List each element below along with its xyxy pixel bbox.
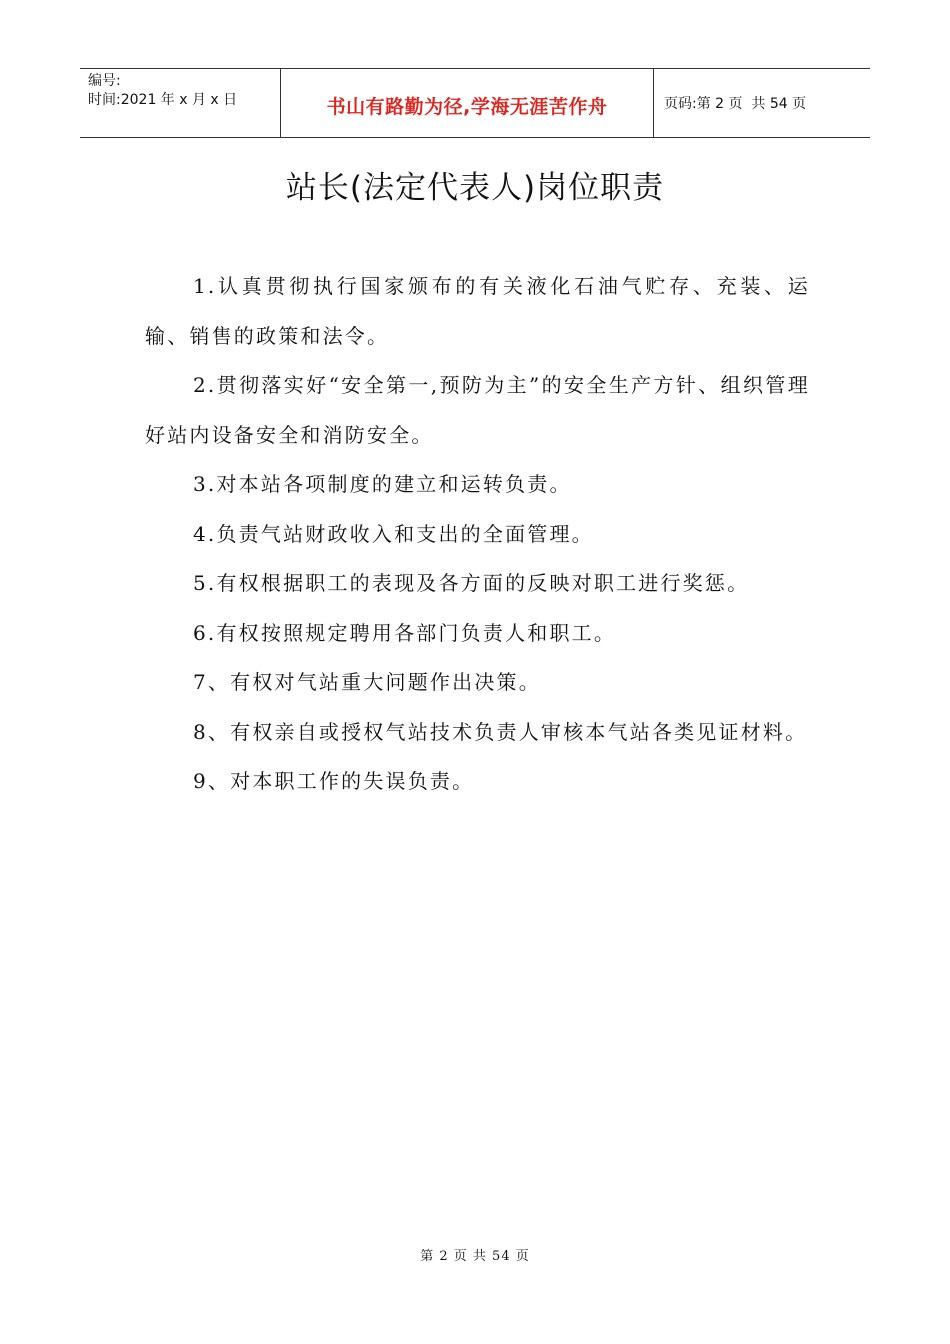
document-title: 站长(法定代表人)岗位职责 bbox=[285, 170, 665, 206]
duty-item-4: 4.负责气站财政收入和支出的全面管理。 bbox=[193, 521, 594, 546]
page-footer bbox=[0, 1245, 950, 1264]
header-page-cell bbox=[654, 69, 870, 137]
footer-page-number: 第 2 页 共 54 页 bbox=[420, 1249, 530, 1264]
duty-item-6: 6.有权按照规定聘用各部门负责人和职工。 bbox=[193, 620, 617, 645]
duty-item-1: 1.认真贯彻执行国家颁布的有关液化石油气贮存、充装、运输、销售的政策和法令。 bbox=[145, 274, 810, 348]
header-motto-cell bbox=[281, 69, 654, 137]
header-meta bbox=[80, 69, 281, 137]
duty-item-3: 3.对本站各项制度的建立和运转负责。 bbox=[193, 472, 572, 496]
duty-item-2: 2.贯彻落实好“安全第一,预防为主”的安全生产方针、组织管理好站内设备安全和消防安全。 bbox=[145, 373, 810, 447]
document-body bbox=[145, 262, 810, 807]
page-header bbox=[80, 68, 870, 138]
duty-item-5: 5.有权根据职工的表现及各方面的反映对职工进行奖惩。 bbox=[193, 571, 750, 595]
page-info: 页码:第 2 页 共 54 页 bbox=[664, 96, 807, 112]
time-label: 时间:2021 年 x 月 x 日 bbox=[88, 92, 238, 108]
duty-item-8: 8、有权亲自或授权气站技术负责人审核本气站各类见证材料。 bbox=[193, 719, 808, 744]
number-label: 编号: bbox=[88, 73, 121, 89]
duty-item-7: 7、有权对气站重大问题作出决策。 bbox=[193, 670, 541, 694]
motto-text: 书山有路勤为径,学海无涯苦作舟 bbox=[326, 95, 608, 118]
duty-item-9: 9、对本职工作的失误负责。 bbox=[193, 769, 475, 793]
